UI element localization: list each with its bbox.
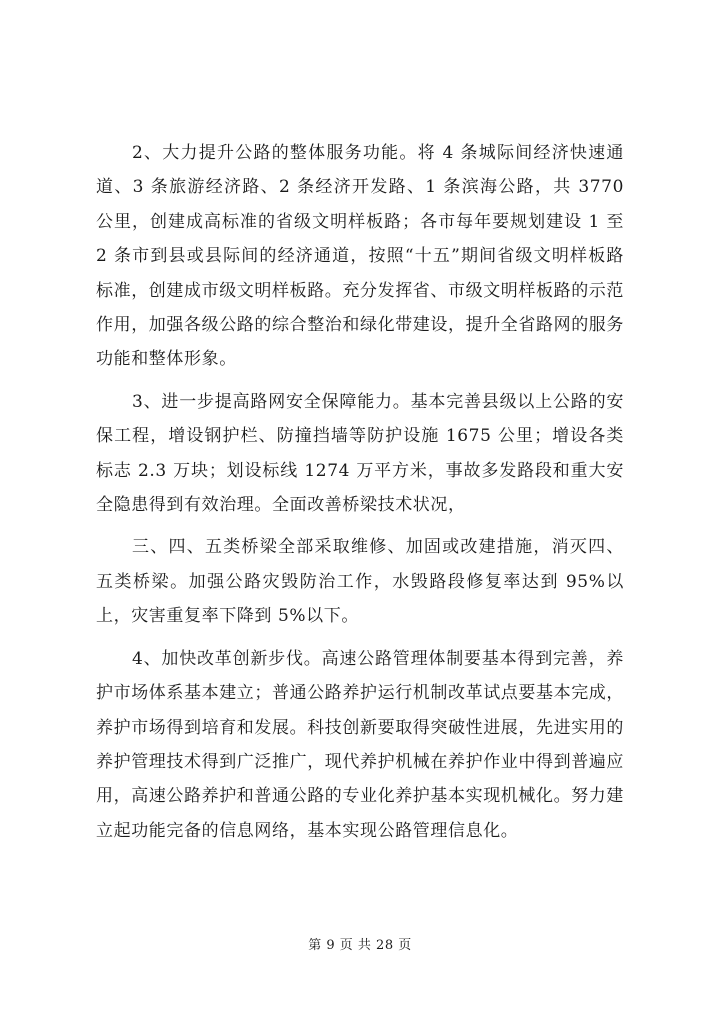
document-body	[96, 136, 624, 856]
paragraph-bridge-repair: 三、四、五类桥梁全部采取维修、加固或改建措施，消灭四、五类桥梁。加强公路灾毁防治工作，水毁路段修复率达到 95%以上，灾害重复率下降到 5%以下。	[96, 537, 624, 627]
paragraph-service-function: 2、大力提升公路的整体服务功能。将 4 条城际间经济快速通道、3 条旅游经济路、2 条经济开发路、1 条滨海公路，共 3770 公里，创建成高标准的省级文明样板路；各市每年要规划建设 1 至 2 条市到县或县际间的经济通道，按照“十五”期间省级文明样板路标准，创建成市级文明样板路。充分发挥省、市级文明样板路的示范作用，加强各级公路的综合整治和绿化带建设，提升全省路网的服务功能和整体形象。	[96, 143, 624, 370]
paragraph-reform-innovation: 4、加快改革创新步伐。高速公路管理体制要基本得到完善，养护市场体系基本建立；普通公路养护运行机制改革试点要基本完成，养护市场得到培育和发展。科技创新要取得突破性进展，先进实用的养护管理技术得到广泛推广，现代养护机械在养护作业中得到普遍应用，高速公路养护和普通公路的专业化养护基本实现机械化。努力建立起功能完备的信息网络，基本实现公路管理信息化。	[96, 648, 624, 841]
page-footer: 第 9 页 共 28 页	[308, 938, 412, 953]
paragraph-safety-capacity: 3、进一步提高路网安全保障能力。基本完善县级以上公路的安保工程，增设钢护栏、防撞挡墙等防护设施 1675 公里；增设各类标志 2.3 万块；划设标线 1274 万平方米，事故多发路段和重大安全隐患得到有效治理。全面改善桥梁技术状况，	[96, 391, 624, 516]
